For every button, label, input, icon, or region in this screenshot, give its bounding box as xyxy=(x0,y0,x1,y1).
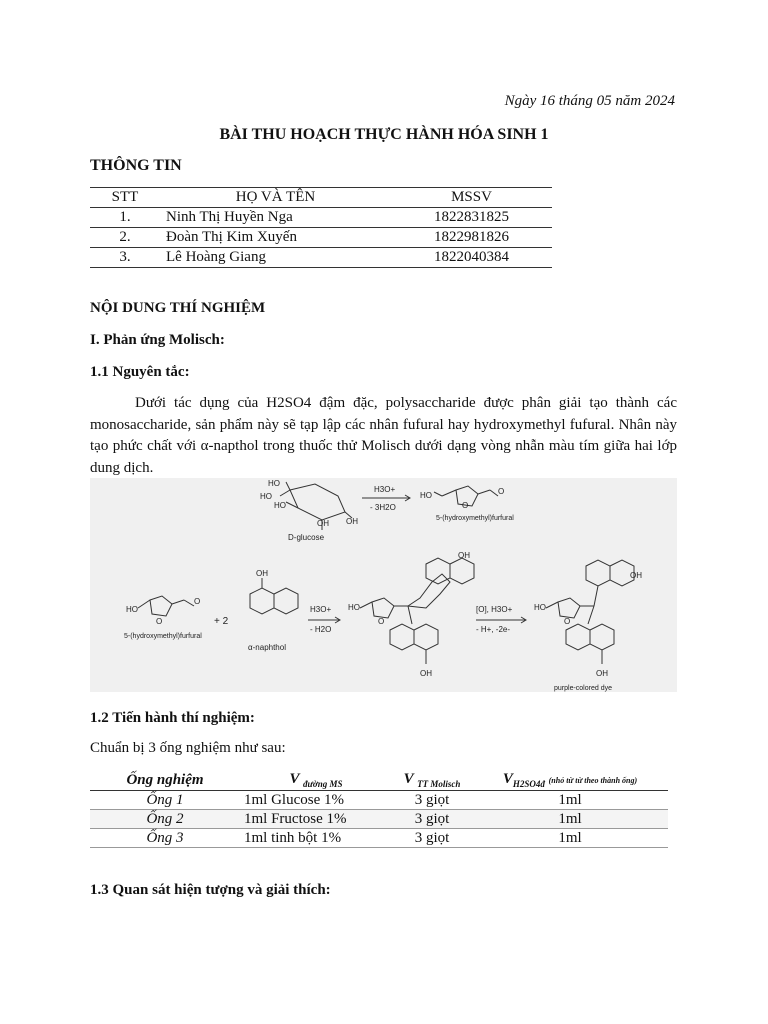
label-ho: HO xyxy=(420,491,432,500)
label-o: O xyxy=(564,617,571,626)
tube-name: Ống 1 xyxy=(90,791,240,810)
label-o: O xyxy=(498,487,505,496)
label-reagent-3-top: [O], H3O+ xyxy=(476,605,513,614)
subsection-heading: 1.3 Quan sát hiện tượng và giải thích: xyxy=(90,882,331,898)
table-header-row xyxy=(90,188,552,208)
info-heading: THÔNG TIN xyxy=(90,157,182,174)
row-mssv: 1822981826 xyxy=(391,228,552,248)
tube-molisch: 3 giọt xyxy=(392,810,472,829)
table-row xyxy=(90,829,668,848)
label-reagent-3-bottom: - H+, -2e- xyxy=(476,625,511,634)
tube-sugar: 1ml Glucose 1% xyxy=(240,791,392,810)
naphthol-ring-b xyxy=(274,588,298,614)
table-row xyxy=(90,228,552,248)
label-o: O xyxy=(462,501,469,510)
label-reagent-2-top: H3O+ xyxy=(310,605,332,614)
hmf-ring-2 xyxy=(150,596,172,616)
table-row xyxy=(90,248,552,268)
label-oh: OH xyxy=(458,551,470,560)
label-oh: OH xyxy=(630,571,642,580)
row-name: Lê Hoàng Giang xyxy=(160,248,391,268)
content-heading: NỘI DUNG THÍ NGHIỆM xyxy=(90,300,266,316)
header-sub: H2SO4đ xyxy=(512,779,545,789)
row-stt: 3. xyxy=(90,248,160,268)
label-reagent-2-bottom: - H2O xyxy=(310,625,332,634)
table-row xyxy=(90,810,668,829)
row-stt: 2. xyxy=(90,228,160,248)
header-name: HỌ VÀ TÊN xyxy=(160,188,391,208)
label-oh: OH xyxy=(346,517,358,526)
dye-furan xyxy=(558,598,580,618)
header-v: V xyxy=(289,771,300,787)
label-o: O xyxy=(156,617,163,626)
naphthol-ring-a xyxy=(250,588,274,614)
glucose-ring xyxy=(290,484,345,520)
principle-text: Dưới tác dụng của H2SO4 đậm đặc, polysaccharide được phân giải tạo thành các monosaccharide, sản phẩm này sẽ tạp lập các nhân fufural hay hydroxymethyl fufural. Nhân này tạo phức chất với α-napthol trong thuốc thử Molisch dưới dạng vòng nhẫn màu tím giữa hai lớp dung dịch. xyxy=(90,395,677,476)
tube-acid: 1ml xyxy=(472,810,668,829)
label-hmf-bottom: 5-(hydroxymethyl)furfural xyxy=(124,633,202,640)
header-v: V xyxy=(502,771,513,787)
header-sub: TT Molisch xyxy=(417,779,461,789)
tube-molisch: 3 giọt xyxy=(392,829,472,848)
principle-paragraph xyxy=(90,393,677,479)
header-sub: đường MS xyxy=(302,779,343,789)
reaction-scheme-svg xyxy=(90,478,677,692)
reaction-scheme xyxy=(90,478,677,692)
label-plus: + 2 xyxy=(214,616,229,627)
header-note: (nhỏ từ từ theo thành ống) xyxy=(548,776,638,785)
row-name: Ninh Thị Huyền Nga xyxy=(160,208,391,228)
subsection-heading: 1.1 Nguyên tắc: xyxy=(90,364,190,380)
prepare-text: Chuẩn bị 3 ống nghiệm như sau: xyxy=(90,740,286,756)
label-o: O xyxy=(194,597,201,606)
label-dye: purple-colored dye xyxy=(554,685,612,692)
header-v: V xyxy=(403,771,414,787)
label-oh: OH xyxy=(420,669,432,678)
label-reagent-1-top: H3O+ xyxy=(374,485,396,494)
document-date: Ngày 16 tháng 05 năm 2024 xyxy=(504,93,675,109)
label-oh: OH xyxy=(596,669,608,678)
label-oh: OH xyxy=(256,569,268,578)
tubes-table xyxy=(90,770,668,848)
label-ho: HO xyxy=(534,603,546,612)
header-stt: STT xyxy=(90,188,160,208)
label-hmf-top: 5-(hydroxymethyl)furfural xyxy=(436,515,514,522)
header-tube: Ống nghiệm xyxy=(90,770,240,791)
header-acid-volume xyxy=(472,770,668,791)
label-naphthol: α-naphthol xyxy=(248,643,286,652)
row-name: Đoàn Thị Kim Xuyến xyxy=(160,228,391,248)
label-ho: HO xyxy=(260,492,272,501)
table-row xyxy=(90,791,668,810)
label-ho: HO xyxy=(268,479,280,488)
label-reagent-1-bottom: - 3H2O xyxy=(370,503,396,512)
tube-sugar: 1ml Fructose 1% xyxy=(240,810,392,829)
row-mssv: 1822831825 xyxy=(391,208,552,228)
label-oh: OH xyxy=(317,519,329,528)
label-ho: HO xyxy=(126,605,138,614)
document-title: BÀI THU HOẠCH THỰC HÀNH HÓA SINH 1 xyxy=(219,126,549,143)
section-heading: I. Phản ứng Molisch: xyxy=(90,332,225,348)
table-row xyxy=(90,208,552,228)
product-furan xyxy=(372,598,394,618)
tube-acid: 1ml xyxy=(472,791,668,810)
row-mssv: 1822040384 xyxy=(391,248,552,268)
student-info-table xyxy=(90,187,552,268)
tube-molisch: 3 giọt xyxy=(392,791,472,810)
label-d-glucose: D-glucose xyxy=(288,533,325,542)
tube-name: Ống 2 xyxy=(90,810,240,829)
subsection-heading: 1.2 Tiến hành thí nghiệm: xyxy=(90,710,255,726)
label-o: O xyxy=(378,617,385,626)
row-stt: 1. xyxy=(90,208,160,228)
header-sugar-volume xyxy=(240,770,392,791)
tube-sugar: 1ml tinh bột 1% xyxy=(240,829,392,848)
header-molisch-volume xyxy=(392,770,472,791)
header-mssv: MSSV xyxy=(391,188,552,208)
label-ho: HO xyxy=(348,603,360,612)
label-ho: HO xyxy=(274,501,286,510)
tube-name: Ống 3 xyxy=(90,829,240,848)
tube-acid: 1ml xyxy=(472,829,668,848)
table-header-row xyxy=(90,770,668,791)
